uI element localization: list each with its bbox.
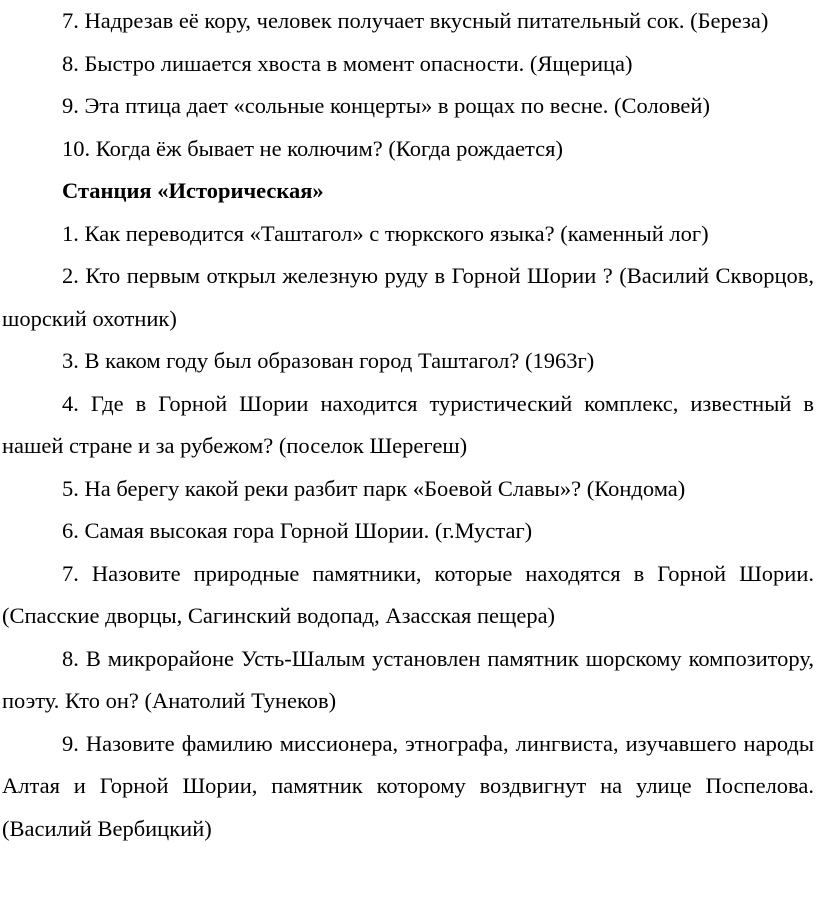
question-paragraph: 3. В каком году был образован город Таштагол? (1963г): [62, 348, 595, 373]
question-paragraph: 5. На берегу какой реки разбит парк «Боевой Славы»? (Кондома): [62, 475, 686, 501]
question-paragraph: 9. Назовите фамилию миссионера, этнографа, лингвиста, изучавшего народы Алтая и Горной Шории, памятник которому воздвигнут на улице Поспелова.(Василий Вербицкий): [2, 730, 814, 841]
question-paragraph: 2. Кто первым открыл железную руду в Горной Шории ? (Василий Скворцов, шорский охотник): [2, 263, 814, 331]
question-paragraph: 1. Как переводится «Таштагол» с тюркского языка? (каменный лог): [62, 220, 709, 246]
question-paragraph: 8. Быстро лишается хвоста в момент опасности. (Ящерица): [62, 50, 633, 76]
question-paragraph: 7. Назовите природные памятники, которые находятся в Горной Шории. (Спасские дворцы, Сагинский водопад, Азасская пещера): [2, 560, 814, 628]
question-paragraph: 7. Надрезав её кору, человек получает вкусный питательный сок. (Береза): [62, 8, 769, 33]
question-paragraph: 9. Эта птица дает «сольные концерты» в рощах по весне. (Соловей): [62, 93, 710, 118]
question-paragraph: 8. В микрорайоне Усть-Шалым установлен памятник шорскому композитору, поэту. Кто он? (Анатолий Тунеков): [2, 645, 814, 713]
document-body: [2, 0, 814, 850]
section-title: Станция «Историческая»: [62, 178, 324, 203]
question-paragraph: 6. Самая высокая гора Горной Шории. (г.Мустаг): [62, 518, 533, 543]
question-paragraph: 10. Когда ёж бывает не колючим? (Когда рождается): [62, 135, 563, 161]
question-paragraph: 4. Где в Горной Шории находится туристический комплекс, известный в нашей стране и за рубежом? (поселок Шерегеш): [2, 390, 814, 458]
